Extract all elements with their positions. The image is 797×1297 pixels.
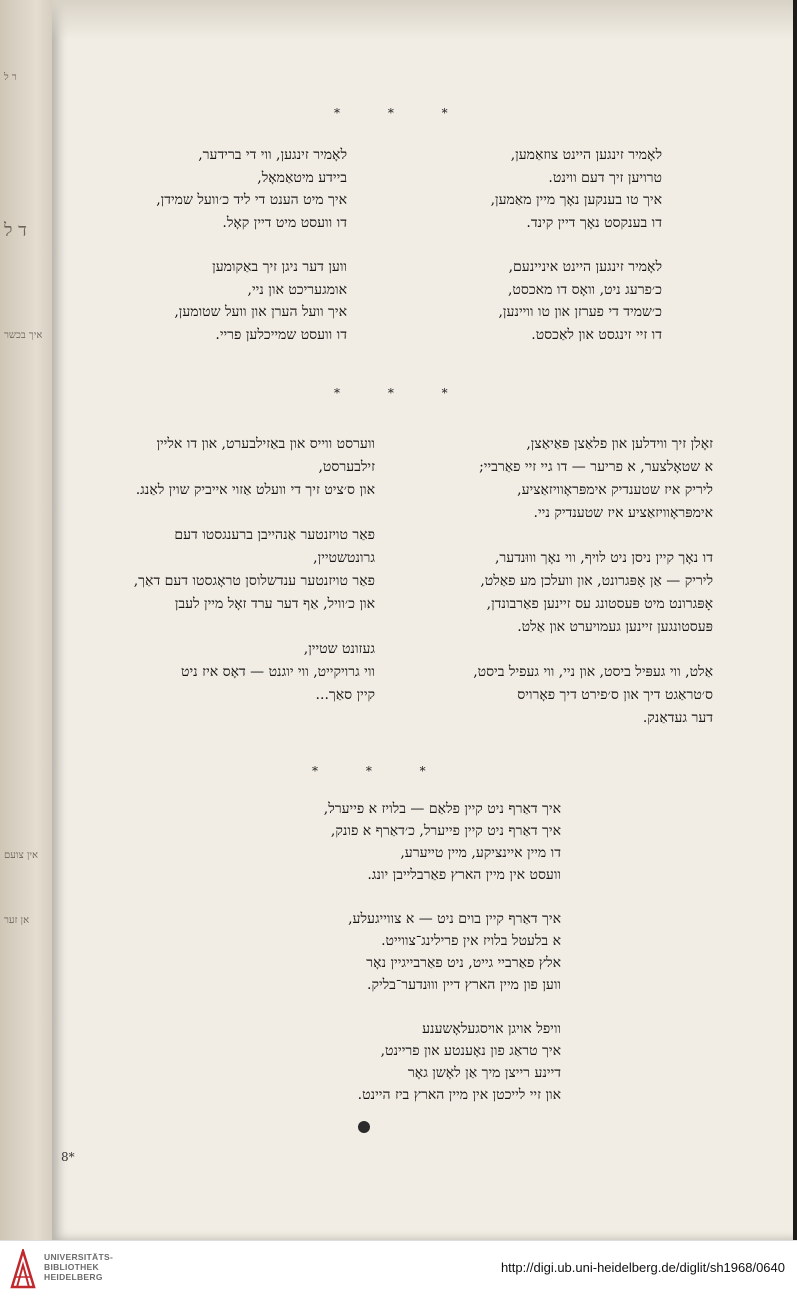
poem-line: איך מיט הענט די ליד כ׳וועל שמידן,: [156, 192, 347, 208]
poem-column-left: [75, 433, 375, 707]
poem-column-left: [87, 144, 347, 346]
left-page-ghost-text: אין צועם: [4, 850, 39, 861]
poem-line: אימפּראָוויזאַציע איז שטענדיק ניי.: [533, 505, 713, 521]
poem-line: גרונטשטיין,: [313, 550, 375, 566]
section-separator: * * *: [334, 106, 470, 120]
poem-line: ווען פון מיין הארץ דיין וווּנדער־בליק.: [367, 977, 561, 993]
heidelberg-library-logo-icon: [9, 1249, 37, 1289]
poem-line: ווערסט ווייס און באַזילבערט, און דו אליין: [156, 436, 375, 452]
poem-line: ס׳טראַגט דיך און ס׳פירט דיך פאָרויס: [517, 687, 713, 703]
left-page-ghost-text: ד ל: [4, 220, 27, 241]
poem-line: וועסט אין מיין הארץ פאַרבלייבן יונג.: [367, 867, 561, 883]
poem-line: און זיי לייכטן אין מיין הארץ ביז היינט.: [357, 1087, 561, 1103]
poem-column-right: [423, 433, 713, 730]
stanza-gap: [432, 234, 662, 256]
library-name-line1: UNIVERSITÄTS-: [44, 1252, 114, 1262]
poem-line: אלץ פאַרביי גייט, ניט פאַרבייגיין נאָר: [366, 955, 561, 971]
poem-line: זילבערסט,: [318, 459, 375, 475]
page-curl-shadow: [52, 0, 797, 40]
poem-line: ווען דער ניגן זיך באַקומען: [212, 259, 347, 275]
left-page-ghost-text: אן זער: [4, 915, 30, 926]
poem-line: דו מיין איינציקע, מיין טייערע,: [400, 845, 561, 861]
stanza-gap: [261, 996, 561, 1018]
poem-column-right: [432, 144, 662, 346]
poem-line: לאָמיר זינגען היינט צוזאַמען,: [510, 147, 662, 163]
poem-line: פאַר טויזנטער אַנהייבן ברענגסטו דעם: [174, 527, 375, 543]
left-page-ghost-text: ר ל: [4, 72, 17, 83]
poem-line: א בלעטל בלויז אין פרילינג־צווייט.: [381, 933, 561, 949]
poem-line: ווי גרויקייט, ווי יוגנט — דאָס איז ניט: [181, 664, 375, 680]
poem-line: איך טו בענקען נאָך מיין מאַמען,: [490, 192, 662, 208]
page-right-edge: [793, 0, 797, 1240]
poem-line: א שטאָלצער, א פריער — דו גיי זיי פאַרביי;: [479, 459, 713, 475]
poem-line: דיינע רייצן מיך אַן לאָשן גאָר: [407, 1065, 561, 1081]
left-page-edge: [0, 0, 52, 1240]
poem-line: לאָמיר זינגען היינט איניינעם,: [508, 259, 662, 275]
poem-line: לאָמיר זינגען, ווי די ברידער,: [198, 147, 347, 163]
poem-line: איך וועל הערן און וועל שטומען,: [174, 304, 347, 320]
stanza-gap: [87, 234, 347, 256]
poem-line: דער געדאַנק.: [642, 710, 713, 726]
poem-line: דו נאָך קיין ניסן ניט לויף, ווי נאָך וווּנדער,: [494, 550, 713, 566]
page-number: 8*: [61, 1150, 75, 1164]
section-separator: * * *: [312, 764, 448, 778]
poem-line: ליריק איז שטענדיק אימפּראָוויזאַציע,: [517, 482, 713, 498]
poem-line: טרויען זיך דעם ווינט.: [548, 169, 662, 186]
poem-line: און כ׳וויל, אַף דער ערד זאָל מיין לעבן: [174, 596, 375, 612]
section-separator: * * *: [334, 386, 470, 400]
poem-section-3: [261, 798, 561, 1106]
book-page: [52, 0, 797, 1240]
library-name-line3: HEIDELBERG: [44, 1272, 103, 1282]
viewer-footer: [0, 1240, 797, 1297]
poem-line: איך דאַרף ניט קיין פייערל, כ׳דאַרף א פונק,: [330, 823, 561, 839]
poem-line: כ׳שמיד די פערזן און טו וויינען,: [498, 304, 662, 320]
poem-line: ליריק — אַן אָפּגרונט, און וועלכן מע פאַלט,: [480, 573, 713, 589]
end-ornament: [358, 1121, 370, 1133]
poem-line: ביידע מיטאַמאָל,: [257, 169, 347, 186]
poem-line: דו וועסט שמייכלען פריי.: [215, 326, 347, 343]
poem-line: איך דאַרף קיין בוים ניט — א צווייגעלע,: [348, 911, 561, 927]
poem-line: אַלט, ווי געפּיל ביסט, און ניי, ווי געפיל ביסט,: [473, 664, 713, 680]
poem-line: וויפל אויגן אויסגעלאָשענע: [422, 1021, 561, 1037]
poem-line: פאַר טויזנטער ענדשלוסן טראָגסטו דעם דאַך,: [133, 573, 375, 589]
library-name-line2: BIBLIOTHEK: [44, 1262, 99, 1272]
poem-line: פּעסטונגען זיינען געמויערט און אַלט.: [517, 619, 713, 635]
permalink-url[interactable]: http://digi.ub.uni-heidelberg.de/diglit/sh1968/0640: [500, 1260, 785, 1275]
poem-line: כ׳פרעג ניט, וואָס דו מאכסט,: [507, 281, 662, 298]
stanza-gap: [423, 639, 713, 661]
poem-line: איך טראַג פון נאָענטע און פריינט,: [380, 1043, 561, 1059]
stanza-gap: [261, 886, 561, 908]
poem-line: אָפּגרונט מיט פּעסטונג עס זיינען פאַרבונדן,: [486, 596, 713, 612]
stanza-gap: [75, 502, 375, 524]
poem-line: געזונט שטיין,: [303, 641, 375, 657]
poem-line: דו וועסט מיט דיין קאָל.: [222, 214, 347, 231]
poem-line: קיין סאַך...: [315, 687, 375, 703]
poem-line: איך דאַרף ניט קיין פלאַם — בלויז א פייערל,: [323, 801, 561, 817]
stanza-gap: [423, 525, 713, 547]
poem-line: דו בענקסט נאָך דיין קינד.: [526, 214, 662, 231]
poem-line: דו זיי זינגסט און לאַכסט.: [531, 326, 662, 343]
left-page-ghost-text: איך בכשר: [4, 330, 43, 341]
poem-line: און ס׳ציט זיך די וועלט אַזוי אייביק שוין לאַנג.: [135, 482, 375, 498]
stanza-gap: [75, 616, 375, 638]
poem-line: אומגעריכט און ניי,: [247, 281, 347, 298]
poem-line: זאָלן זיך ווידלען און פלאַצן פּאַיאַצן,: [526, 436, 713, 452]
